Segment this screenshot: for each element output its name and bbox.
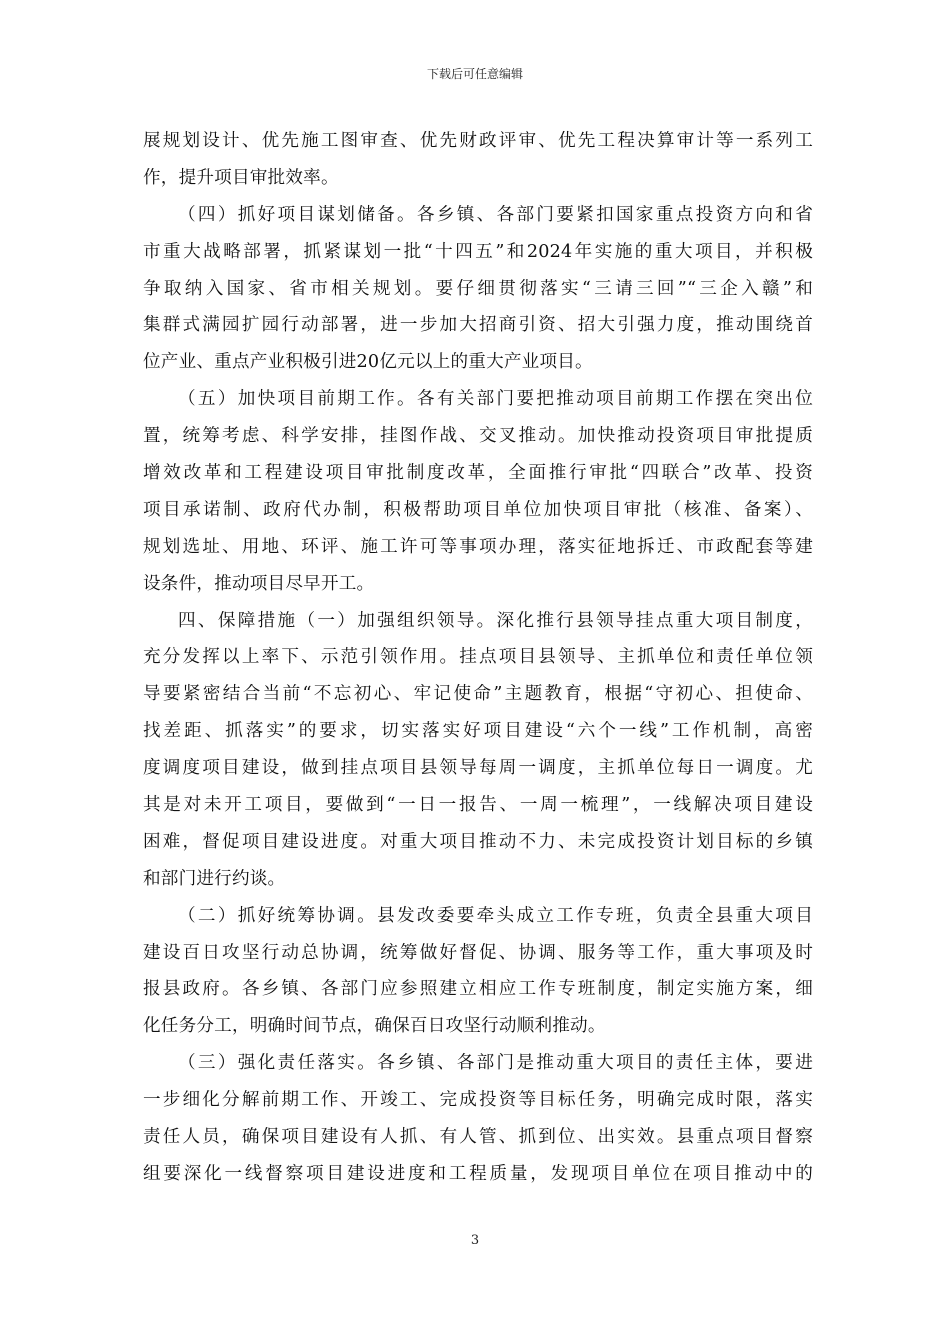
text-line: （二）抓好统筹协调。县发改委要牵头成立工作专班，负责全县重大项目 — [178, 905, 813, 926]
text-line: 争取纳入国家、省市相关规划。要仔细贯彻落实“三请三回”“三企入赣”和 — [143, 278, 813, 299]
paragraph-continuation — [143, 123, 813, 197]
paragraph-responsibility — [143, 1045, 813, 1193]
text-line: 展规划设计、优先施工图审查、优先财政评审、优先工程决算审计等一系列工 — [143, 131, 813, 151]
text-line: 充分发挥以上率下、示范引领作用。挂点项目县领导、主抓单位和责任单位领 — [143, 647, 813, 668]
text-line: 困难，督促项目建设进度。对重大项目推动不力、未完成投资计划目标的乡镇 — [143, 831, 813, 852]
header-note: 下载后可任意编辑 — [426, 67, 523, 81]
text-line: 规划选址、用地、环评、施工许可等事项办理，落实征地拆迁、市政配套等建 — [143, 536, 813, 557]
text-line: 组要深化一线督察项目建设进度和工程质量，发现项目单位在项目推动中的 — [143, 1163, 813, 1184]
text-line: 责任人员，确保项目建设有人抓、有人管、抓到位、出实效。县重点项目督察 — [143, 1127, 813, 1148]
text-line: 和部门进行约谈。 — [143, 868, 286, 889]
text-line: 作，提升项目审批效率。 — [143, 167, 339, 188]
text-line: （五）加快项目前期工作。各有关部门要把推动项目前期工作摆在突出位 — [178, 389, 813, 410]
paragraph-project-planning — [143, 197, 813, 381]
text-line: 建设百日攻坚行动总协调，统筹做好督促、协调、服务等工作，重大事项及时 — [143, 942, 813, 963]
paragraph-coordination — [143, 898, 813, 1046]
text-line: 找差距、抓落实”的要求，切实落实好项目建设“六个一线”工作机制，高密 — [143, 721, 813, 742]
paragraph-organizational-leadership — [143, 603, 813, 898]
text-line: 其是对未开工项目，要做到“一日一报告、一周一梳理”，一线解决项目建设 — [143, 795, 813, 816]
text-line: 置，统筹考虑、科学安排，挂图作战、交叉推动。加快推动投资项目审批提质 — [143, 426, 813, 447]
text-line: 四、保障措施（一）加强组织领导。深化推行县领导挂点重大项目制度， — [178, 610, 813, 631]
text-line: 增效改革和工程建设项目审批制度改革，全面推行审批“四联合”改革、投资 — [143, 463, 813, 484]
text-line: 报县政府。各乡镇、各部门应参照建立相应工作专班制度，制定实施方案，细 — [143, 979, 813, 1000]
text-line: 项目承诺制、政府代办制，积极帮助项目单位加快项目审批（核准、备案）、 — [143, 499, 813, 520]
text-line: 化任务分工，明确时间节点，确保百日攻坚行动顺利推动。 — [143, 1016, 606, 1037]
text-line: （三）强化责任落实。各乡镇、各部门是推动重大项目的责任主体，要进 — [178, 1053, 813, 1074]
text-line: 一步细化分解前期工作、开竣工、完成投资等目标任务，明确完成时限，落实 — [143, 1090, 813, 1111]
document-body — [143, 123, 813, 1193]
page-number: 3 — [470, 1233, 480, 1248]
paragraph-preliminary-work — [143, 381, 813, 602]
text-line: （四）抓好项目谋划储备。各乡镇、各部门要紧扣国家重点投资方向和省 — [178, 204, 813, 225]
text-line: 设条件，推动项目尽早开工。 — [143, 573, 375, 594]
text-line: 导要紧密结合当前“不忘初心、牢记使命”主题教育，根据“守初心、担使命、 — [143, 684, 813, 705]
text-line: 位产业、重点产业积极引进20亿元以上的重大产业项目。 — [143, 352, 593, 373]
text-line: 集群式满园扩园行动部署，进一步加大招商引资、招大引强力度，推动围绕首 — [143, 315, 813, 336]
text-line: 市重大战略部署，抓紧谋划一批“十四五”和2024年实施的重大项目，并积极 — [143, 241, 813, 262]
text-line: 度调度项目建设，做到挂点项目县领导每周一调度，主抓单位每日一调度。尤 — [143, 758, 813, 779]
